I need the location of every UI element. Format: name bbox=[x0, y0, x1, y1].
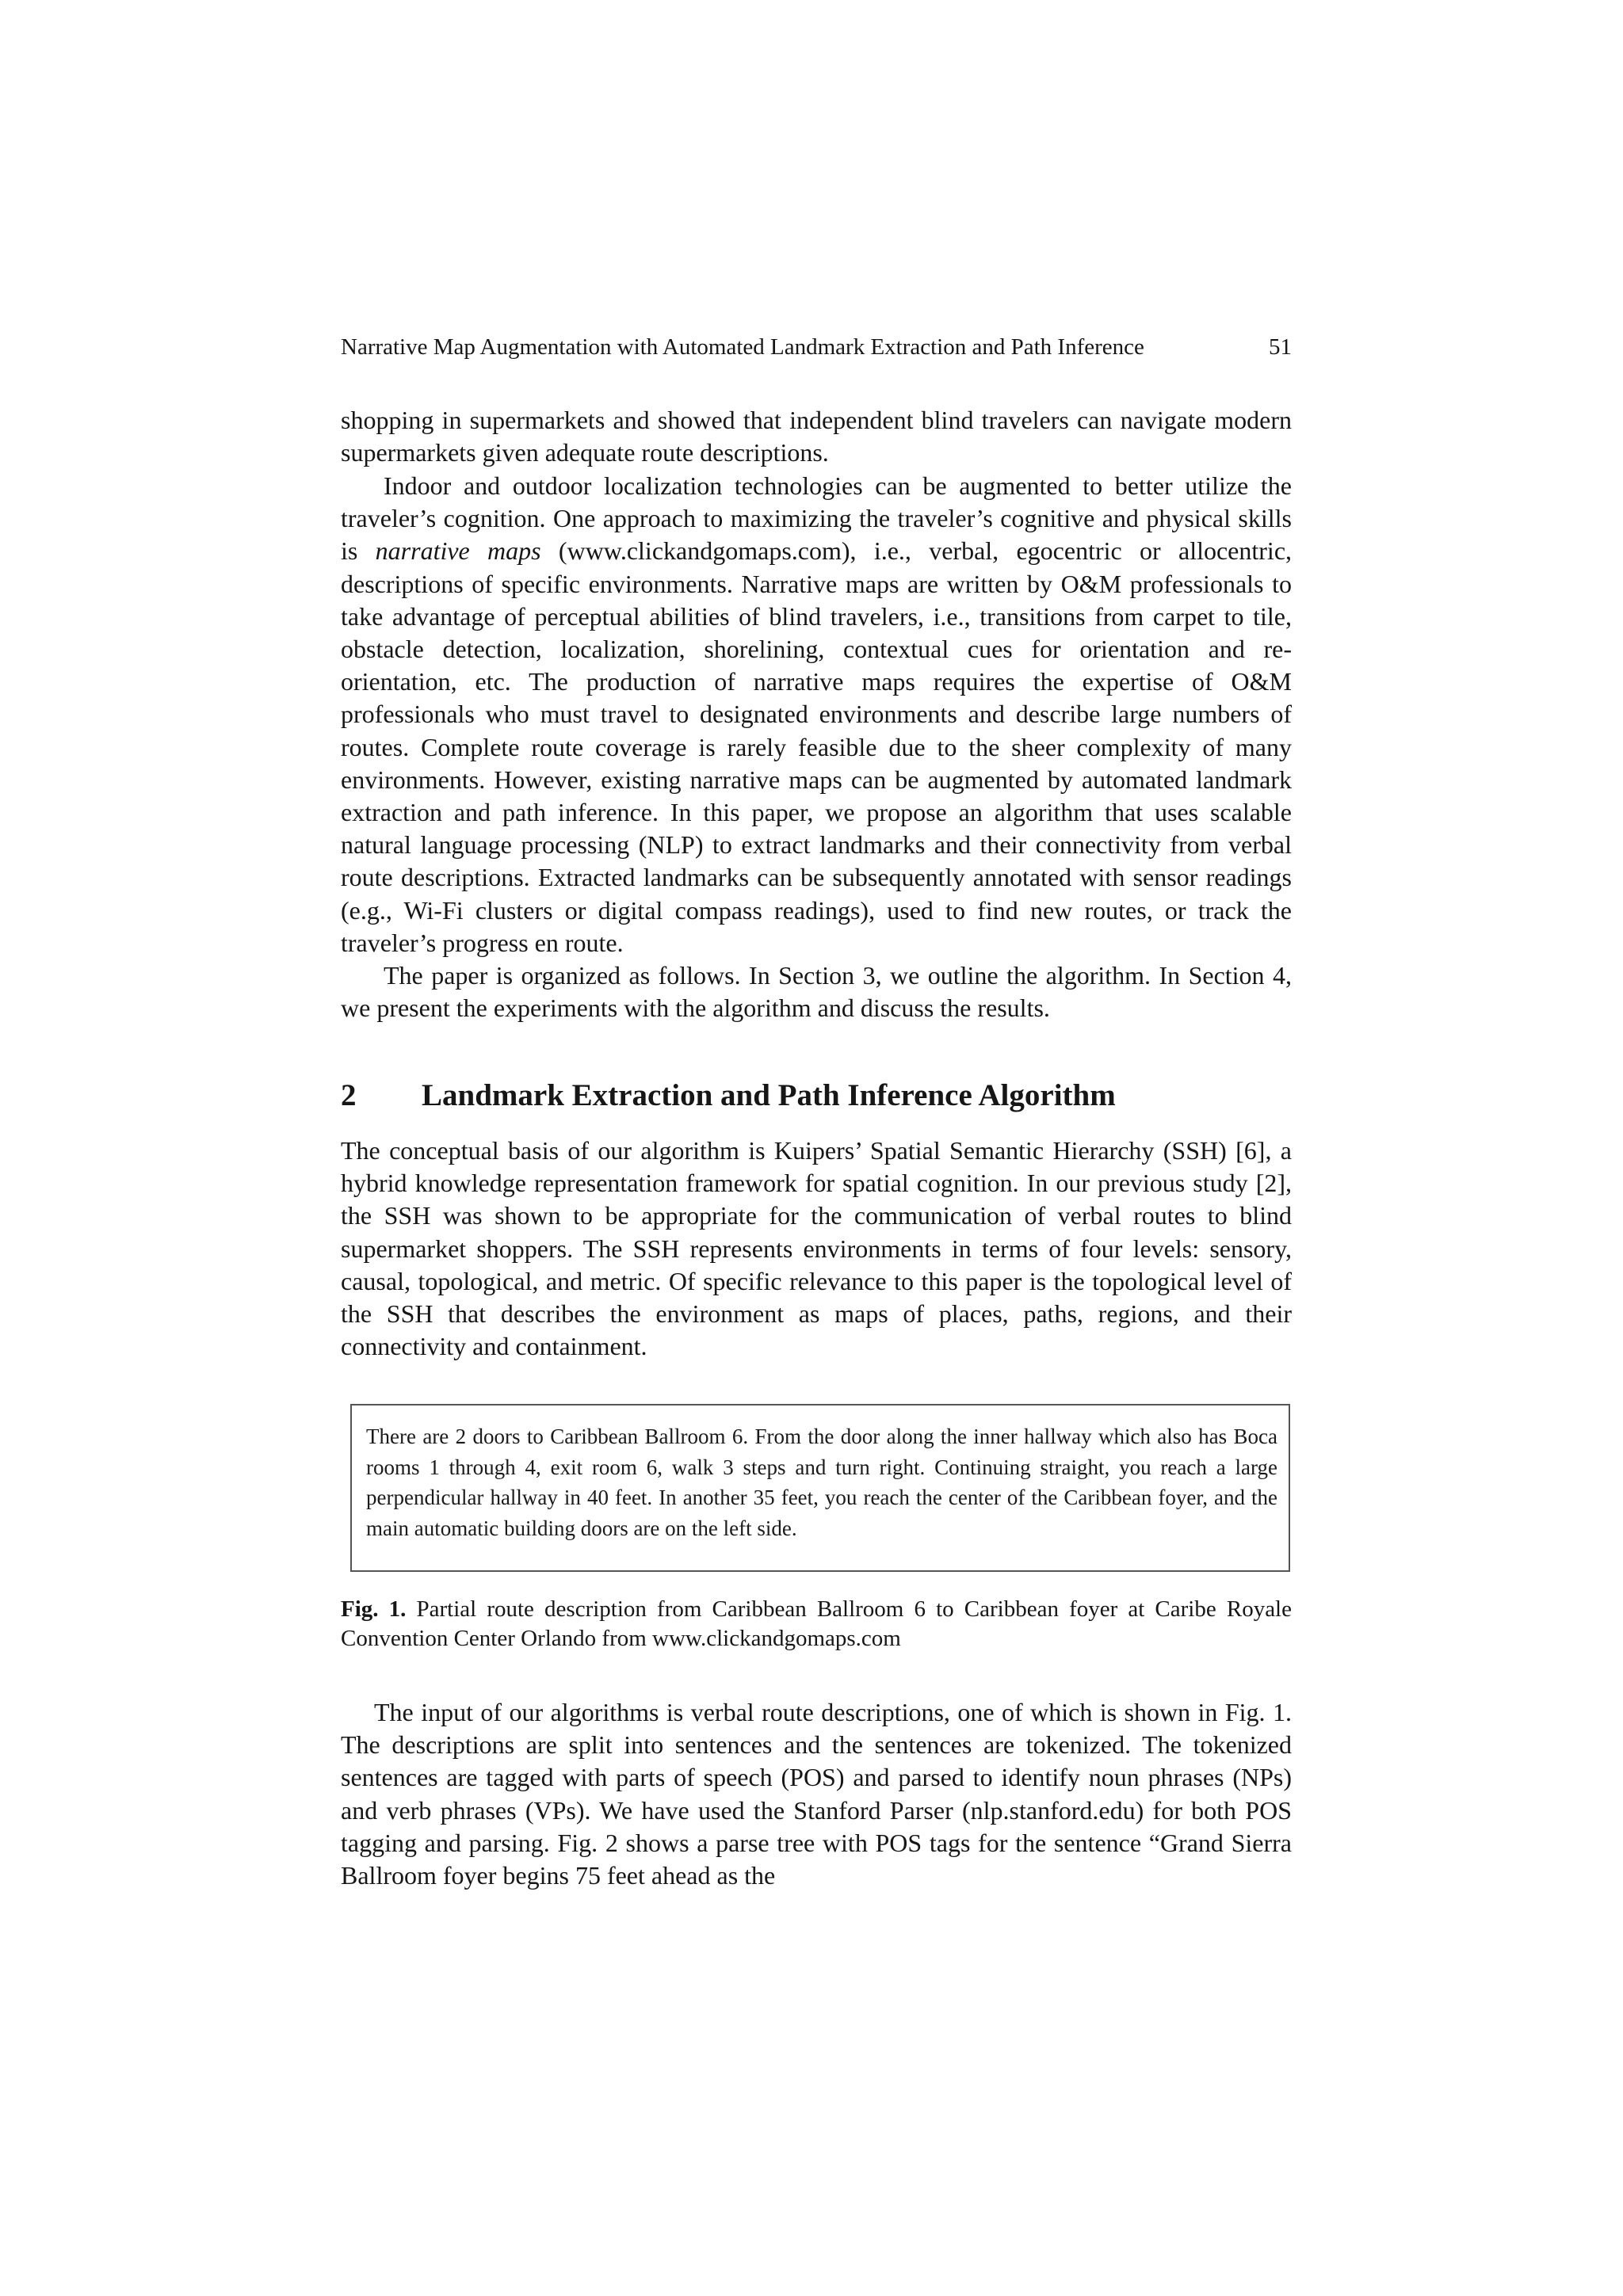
paragraph-5: The input of our algorithms is verbal route descriptions, one of which is shown in Fig. 1. The descriptions are split into sentences and the sentences are tokenized. The tokenized sentences are tagged with parts of speech (POS) and parsed to identify noun phrases (NPs) and verb phrases (VPs). We have used the Stanford Parser (nlp.stanford.edu) for both POS tagging and parsing. Fig. 2 shows a parse tree with POS tags for the sentence “Grand Sierra Ballroom foyer begins 75 feet ahead as the bbox=[341, 1698, 1292, 1890]
paragraph-2-part-1: Indoor and outdoor localization technologies can be augmented to better utilize the traveler’s cognition. One approach to maximizing the traveler’s cognitive and physical skills is bbox=[341, 471, 1292, 566]
running-title: Narrative Map Augmentation with Automated Landmark Extraction and Path Inference bbox=[341, 334, 1144, 360]
narrative-maps-emphasis: narrative maps bbox=[375, 536, 541, 566]
section-title: Landmark Extraction and Path Inference Algorithm bbox=[422, 1078, 1116, 1112]
page-number: 51 bbox=[1269, 334, 1292, 360]
figure-1-route-text: There are 2 doors to Caribbean Ballroom 6. From the door along the inner hallway which also has Boca rooms 1 through 4, exit room 6, walk 3 steps and turn right. Continuing straight, you reach a large perpendicular hallway in 40 feet. In another 35 feet, you reach the center of the Caribbean foyer, and the main automatic building doors are on the left side. bbox=[366, 1425, 1277, 1540]
running-header bbox=[341, 331, 1292, 363]
caption-label: Fig. 1. bbox=[341, 1596, 407, 1622]
paragraph-2-part-2: (www.clickandgomaps.com), i.e., verbal, egocentric or allocentric, descriptions of specific environments. Narrative maps are written by O&M professionals to take advantage of perceptual abilities of blind travelers, i.e., transitions from carpet to tile, obstacle detection, localization, shorelining, contextual cues for orientation and re-orientation, etc. The production of narrative maps requires the expertise of O&M professionals who must travel to designated environments and describe large numbers of routes. Complete route coverage is rarely feasible due to the sheer complexity of many environments. However, existing narrative maps can be augmented by automated landmark extraction and path inference. In this paper, we propose an algorithm that uses scalable natural language processing (NLP) to extract landmarks and their connectivity from verbal route descriptions. Extracted landmarks can be subsequently annotated with sensor readings (e.g., Wi-Fi clusters or digital compass readings), used to find new routes, or track the traveler’s progress en route. bbox=[341, 536, 1293, 957]
paragraph-1: shopping in supermarkets and showed that independent blind travelers can navigate modern supermarkets given adequate route descriptions. bbox=[341, 406, 1292, 467]
caption-text: Partial route description from Caribbean Ballroom 6 to Caribbean foyer at Caribe Royale Convention Center Orlando from www.clickandgomaps.com bbox=[341, 1596, 1292, 1651]
figure-1-caption bbox=[341, 1595, 1292, 1653]
paragraph-4: The conceptual basis of our algorithm is Kuipers’ Spatial Semantic Hierarchy (SSH) [6], a hybrid knowledge representation framework for spatial cognition. In our previous study [2], the SSH was shown to be appropriate for the communication of verbal routes to blind supermarket shoppers. The SSH represents environments in terms of four levels: sensory, causal, topological, and metric. Of specific relevance to this paper is the topological level of the SSH that describes the environment as maps of places, paths, regions, and their connectivity and containment. bbox=[341, 1136, 1292, 1361]
paragraph-2 bbox=[341, 470, 1292, 959]
section-heading bbox=[341, 1076, 1292, 1116]
figure-1-box bbox=[350, 1404, 1290, 1572]
section-number: 2 bbox=[341, 1078, 357, 1112]
paragraph-3: The paper is organized as follows. In Section 3, we outline the algorithm. In Section 4, we present the experiments with the algorithm and discuss the results. bbox=[341, 961, 1292, 1023]
